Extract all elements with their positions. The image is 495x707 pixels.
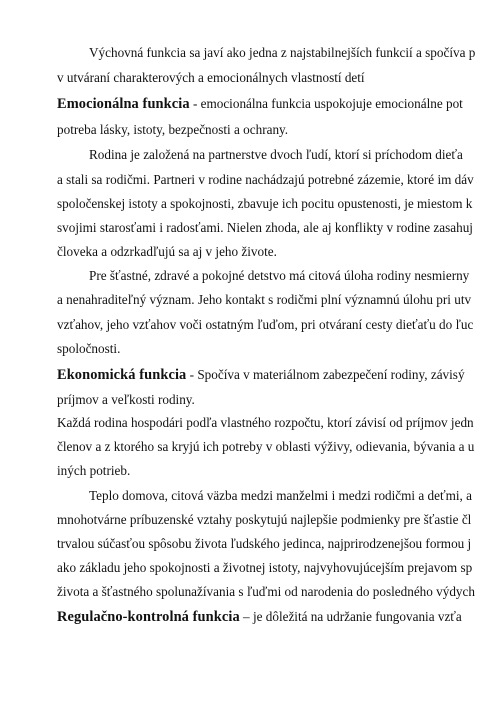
text-line: vzťahov, jeho vzťahov voči ostatným ľuďom, pri otváraní cesty dieťaťu do ľuc [57,317,474,332]
text-line: mnohotvárne príbuzenské vztahy poskytujú najlepšie podmienky pre šťastie čl [57,512,472,527]
text-line: a stali sa rodičmi. Partneri v rodine nachádzajú potrebné zázemie, ktoré im dáv [57,172,474,187]
text-line [57,96,463,112]
text-line: Teplo domova, citová väzba medzi manželmi i medzi rodičmi a deťmi, a [89,488,472,503]
text-line: života a šťastného spolunažívania s ľuďmi od narodenia do posledného výdych [57,584,475,599]
text-line: Každá rodina hospodári podľa vlastného rozpočtu, ktorí závisí od príjmov jedn [57,415,474,430]
text-line: v utváraní charakterových a emocionálnych vlastností detí [57,70,365,85]
text-line [57,609,462,625]
text-line: iných potrieb. [57,463,131,478]
text-line: spoločenskej istoty a spokojnosti, zbavuje ich pocitu opustenosti, je miestom k [57,196,473,211]
text-line: ako základu jeho spokojnosti a životnej istoty, najvyhovujúcejším prejavom sp [57,560,473,575]
text-line: a nenahraditeľný význam. Jeho kontakt s rodičmi plní významnú úlohu pri utv [57,292,472,307]
text-line: členov a z ktorého sa kryjú ich potreby v oblasti výživy, odievania, bývania a u [57,439,475,454]
text-line: trvalou súčasťou spôsobu života ľudského jedinca, najprirodzenejšou formou j [57,536,472,551]
section-heading: Emocionálna funkcia [57,96,190,112]
section-heading: Regulačno-kontrolná funkcia [57,609,240,625]
text-line-rest: - Spočíva v materiálnom zabezpečení rodiny, závisý [186,367,465,382]
text-line: človeka a odzrkadľujú sa aj v jeho živote. [57,244,277,259]
section-heading: Ekonomická funkcia [57,367,187,383]
text-line: Výchovná funkcia sa javí ako jedna z najstabilnejších funkcií a spočíva p [89,45,476,60]
text-line: príjmov a veľkosti rodiny. [57,392,195,407]
text-line-rest: - emocionálna funkcia uspokojuje emocionálne pot [189,96,463,111]
text-line [57,367,465,383]
text-line: spoločnosti. [57,341,121,356]
text-line: svojimi starosťami i radosťami. Nielen zhoda, ale aj konflikty v rodine zasahuj [57,220,473,235]
text-line: Rodina je založená na partnerstve dvoch ľudí, ktorí si príchodom dieťa [89,147,463,162]
text-line: Pre šťastné, zdravé a pokojné detstvo má citová úloha rodiny nesmierny [89,268,470,283]
text-line-rest: – je dôležitá na udržanie fungovania vzťa [239,609,462,624]
text-line: potreba lásky, istoty, bezpečnosti a ochrany. [57,122,289,137]
